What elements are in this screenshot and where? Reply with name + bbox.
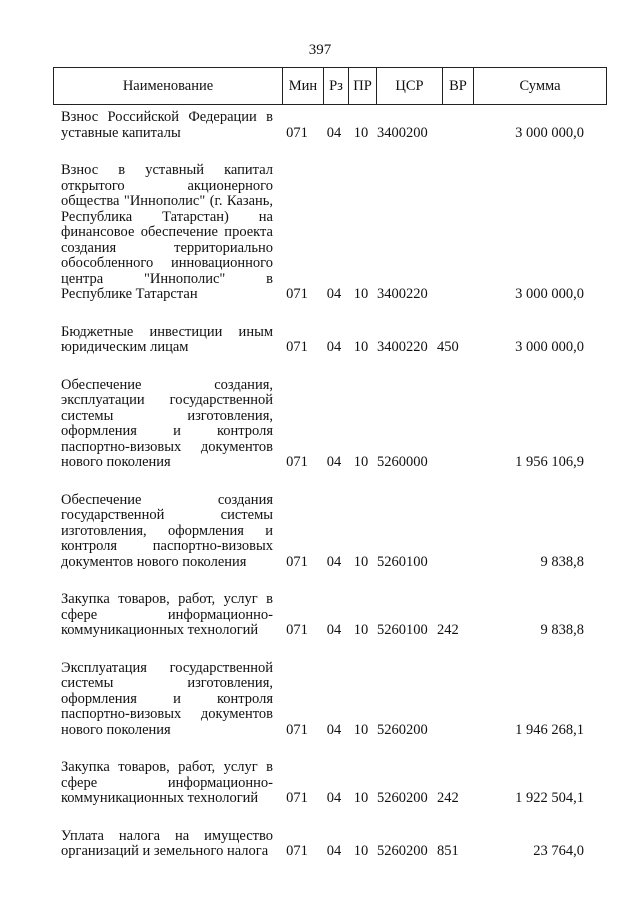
row-pr: 10 bbox=[353, 553, 369, 570]
row-min: 071 bbox=[286, 454, 308, 470]
row-rz: 04 bbox=[326, 843, 342, 859]
row-rz: 04 bbox=[326, 339, 342, 355]
row-csr: 5260200 bbox=[377, 790, 428, 806]
row-vr: 450 bbox=[437, 339, 459, 355]
row-sum: 3 000 000,0 bbox=[515, 124, 584, 141]
row-sum: 23 764,0 bbox=[533, 843, 584, 859]
row-rz: 04 bbox=[326, 790, 342, 806]
row-name: Бюджетные инвестиции иным юридическим лицам bbox=[61, 323, 273, 355]
table-row bbox=[53, 829, 607, 860]
row-rz: 04 bbox=[326, 622, 342, 638]
table-row bbox=[53, 493, 607, 571]
row-rz: 04 bbox=[326, 721, 342, 738]
row-sum: 3 000 000,0 bbox=[515, 286, 584, 302]
row-pr: 10 bbox=[353, 454, 369, 470]
row-min: 071 bbox=[286, 339, 308, 355]
row-csr: 5260200 bbox=[377, 721, 428, 738]
table-header bbox=[53, 67, 607, 105]
table-row bbox=[53, 760, 607, 807]
row-pr: 10 bbox=[353, 124, 369, 141]
table-row bbox=[53, 110, 607, 141]
header-pr: ПР bbox=[349, 68, 377, 104]
row-pr: 10 bbox=[353, 622, 369, 638]
header-sum: Сумма bbox=[519, 77, 561, 94]
row-vr: 851 bbox=[437, 843, 459, 859]
table-row bbox=[53, 592, 607, 639]
row-sum: 1 956 106,9 bbox=[515, 454, 584, 470]
table-row bbox=[53, 661, 607, 739]
row-pr: 10 bbox=[353, 286, 369, 302]
header-name: Наименование bbox=[54, 68, 283, 104]
row-csr: 3400220 bbox=[377, 286, 428, 302]
header-min: Мин bbox=[283, 68, 324, 104]
row-csr: 5260200 bbox=[377, 843, 428, 859]
row-name: Обеспечение создания государственной системы изготовления, оформления и контроля паспортно-визовых документов нового поколения bbox=[61, 491, 273, 570]
row-name: Взнос в уставный капитал открытого акционерного общества "Иннополис" (г. Казань, Республика Татарстан) на финансовое обеспечение проекта создания территориально обособленного инновационного центра "Иннополис" в Республике Татарстан bbox=[61, 162, 273, 302]
row-sum: 9 838,8 bbox=[540, 622, 584, 638]
row-name: Закупка товаров, работ, услуг в сфере информационно-коммуникационных технологий bbox=[61, 591, 273, 638]
row-csr: 5260100 bbox=[377, 553, 428, 570]
header-csr: ЦСР bbox=[377, 68, 443, 104]
row-name: Взнос Российской Федерации в уставные капиталы bbox=[61, 109, 273, 141]
row-pr: 10 bbox=[353, 721, 369, 738]
row-csr: 3400220 bbox=[377, 339, 428, 355]
row-sum: 1 946 268,1 bbox=[515, 721, 584, 738]
row-rz: 04 bbox=[326, 454, 342, 470]
row-sum: 3 000 000,0 bbox=[515, 339, 584, 355]
row-pr: 10 bbox=[353, 339, 369, 355]
table-row bbox=[53, 378, 607, 471]
row-csr: 5260100 bbox=[377, 622, 428, 638]
row-min: 071 bbox=[286, 553, 308, 570]
row-name: Обеспечение создания, эксплуатации государственной системы изготовления, оформления и контроля паспортно-визовых документов нового поколения bbox=[61, 376, 273, 470]
row-csr: 5260000 bbox=[377, 454, 428, 470]
row-rz: 04 bbox=[326, 124, 342, 141]
header-vr: ВР bbox=[443, 68, 474, 104]
row-min: 071 bbox=[286, 843, 308, 859]
row-min: 071 bbox=[286, 286, 308, 302]
row-min: 071 bbox=[286, 124, 308, 141]
row-name: Уплата налога на имущество организаций и земельного налога bbox=[61, 827, 273, 859]
row-csr: 3400200 bbox=[377, 124, 428, 141]
table-row bbox=[53, 163, 607, 303]
row-name: Эксплуатация государственной системы изготовления, оформления и контроля паспортно-визовых документов нового поколения bbox=[61, 659, 273, 738]
row-vr: 242 bbox=[437, 622, 459, 638]
row-name: Закупка товаров, работ, услуг в сфере информационно-коммуникационных технологий bbox=[61, 759, 273, 806]
row-rz: 04 bbox=[326, 553, 342, 570]
header-rz: Рз bbox=[324, 68, 349, 104]
table-row bbox=[53, 325, 607, 356]
row-pr: 10 bbox=[353, 843, 369, 859]
page-number: 397 bbox=[308, 42, 332, 58]
row-sum: 1 922 504,1 bbox=[515, 790, 584, 806]
table-body bbox=[53, 110, 607, 882]
row-min: 071 bbox=[286, 790, 308, 806]
row-pr: 10 bbox=[353, 790, 369, 806]
row-vr: 242 bbox=[437, 790, 459, 806]
row-min: 071 bbox=[286, 721, 308, 738]
row-sum: 9 838,8 bbox=[540, 553, 584, 570]
row-min: 071 bbox=[286, 622, 308, 638]
row-rz: 04 bbox=[326, 286, 342, 302]
